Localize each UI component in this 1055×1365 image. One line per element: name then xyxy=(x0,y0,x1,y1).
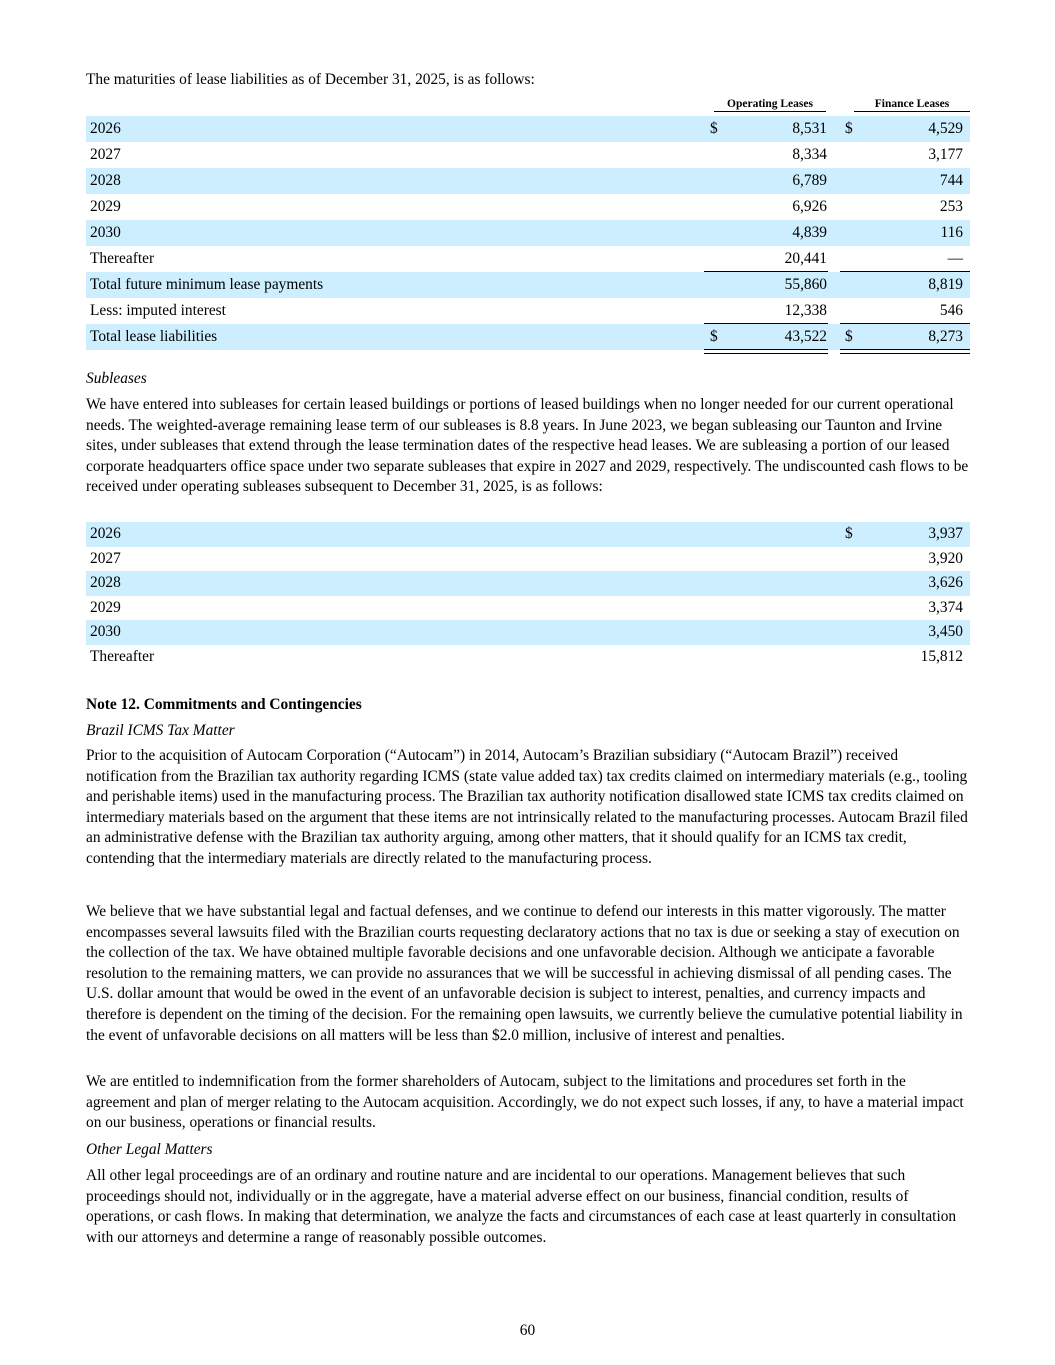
finance-value: 744 xyxy=(939,172,963,189)
table-row xyxy=(86,220,970,246)
table-row xyxy=(86,620,970,645)
brazil-paragraph-1: Prior to the acquisition of Autocam Corporation (“Autocam”) in 2014, Autocam’s Brazilian subsidiary (“Autocam Brazil”) received notification from the Brazilian tax authority regarding ICMS (state value added tax) tax credits claimed on intermediary materials (e.g., tooling and perishable items) used in the manufacturing process. The Brazilian tax authority notification disallowed state ICMS tax credits claimed on intermediary materials based on the argument that these items are not intrinsically related to the manufacturing processes. Autocam Brazil filed an administrative defense with the Brazilian tax authority arguing, among other matters, that it should qualify for an ICMS tax credit, contending that the intermediary materials are directly related to the manufacturing process. xyxy=(86,747,968,867)
row-label: 2028 xyxy=(90,574,121,592)
other-legal-heading: Other Legal Matters xyxy=(86,1141,213,1158)
col-header-finance-leases: Finance Leases xyxy=(854,98,970,112)
row-label: 2029 xyxy=(90,198,121,215)
lease-maturities-intro: The maturities of lease liabilities as of December 31, 2025, is as follows: xyxy=(86,71,535,88)
table-row xyxy=(86,168,970,194)
finance-value: 4,529 xyxy=(928,120,963,137)
table-row xyxy=(86,571,970,596)
other-legal-paragraph: All other legal proceedings are of an ordinary and routine nature and are incidental to our operations. Management believes that such proceedings should not, individually or in the aggregate, have a material adverse effect on our business, financial condition, results of operations, or cash flows. In making that determination, we analyze the facts and circumstances of each case at least quarterly in consultation with our attorneys and determine a range of reasonably possible outcomes. xyxy=(86,1167,957,1246)
operating-value: 55,860 xyxy=(784,276,827,293)
row-label: Less: imputed interest xyxy=(90,302,226,319)
finance-value: — xyxy=(947,250,963,267)
table-row xyxy=(86,116,970,142)
finance-value: 8,273 xyxy=(928,328,963,345)
brazil-heading: Brazil ICMS Tax Matter xyxy=(86,722,235,739)
currency-symbol: $ xyxy=(845,525,853,542)
row-label: Thereafter xyxy=(90,250,155,267)
finance-value: 546 xyxy=(939,302,963,319)
table-row xyxy=(86,298,970,324)
brazil-paragraph-2: We believe that we have substantial legal and factual defenses, and we continue to defend our interests in this matter vigorously. The matter encompasses several lawsuits filed with the Brazilian courts requesting declaratory actions that no tax is due or seeking a stay of execution on the collection of the tax. We have obtained multiple favorable decisions and one unfavorable decision. Although we anticipate a favorable resolution to the remaining matters, we can provide no assurances that we will be successful in achieving dismissal of all pending cases. The U.S. dollar amount that would be owed in the event of an unfavorable decision is subject to interest, penalties, and currency impacts and therefore is dependent on the timing of the decision. For the remaining open lawsuits, we currently believe the cumulative potential liability in the event of unfavorable decisions on all matters will be less than $2.0 million, inclusive of interest and penalties. xyxy=(86,903,963,1044)
table-row xyxy=(86,522,970,547)
subleases-table xyxy=(86,522,970,670)
operating-value: 4,839 xyxy=(792,224,827,241)
sublease-value: 3,450 xyxy=(928,623,963,641)
note12-title: Note 12. Commitments and Contingencies xyxy=(86,696,362,713)
total-double-rule xyxy=(840,349,970,354)
row-label: Total future minimum lease payments xyxy=(90,276,324,293)
row-label: 2029 xyxy=(90,598,121,616)
finance-value: 116 xyxy=(940,224,963,241)
table-row xyxy=(86,324,970,350)
row-label: Total lease liabilities xyxy=(90,328,218,345)
table-row xyxy=(86,645,970,670)
sublease-value: 15,812 xyxy=(920,647,963,665)
lease-maturities-table xyxy=(86,116,970,350)
table-row xyxy=(86,194,970,220)
table-row xyxy=(86,246,970,272)
col-header-operating-leases: Operating Leases xyxy=(714,98,826,112)
total-double-rule xyxy=(704,349,828,354)
subleases-paragraph: We have entered into subleases for certain leased buildings or portions of leased buildings when no longer needed for our current operational needs. The weighted-average remaining lease term of our subleases is 8.8 years. In June 2023, we began subleasing our Taunton and Irvine sites, under subleases that extend through the lease termination dates of the respective head leases. We are subleasing a portion of our leased corporate headquarters office space under two separate subleases that expire in 2027 and 2029, respectively. The undiscounted cash flows to be received under operating subleases subsequent to December 31, 2025, is as follows: xyxy=(86,396,969,496)
operating-value: 43,522 xyxy=(784,328,827,345)
currency-symbol: $ xyxy=(845,120,853,137)
row-label: 2027 xyxy=(90,549,121,567)
finance-value: 3,177 xyxy=(928,146,963,163)
currency-symbol: $ xyxy=(710,120,718,137)
row-label: 2026 xyxy=(90,525,121,542)
row-label: 2030 xyxy=(90,224,121,241)
currency-symbol: $ xyxy=(710,328,718,345)
row-label: Thereafter xyxy=(90,647,155,665)
currency-symbol: $ xyxy=(845,328,853,345)
operating-value: 6,926 xyxy=(792,198,827,215)
finance-value: 8,819 xyxy=(928,276,963,293)
lease-table-header xyxy=(704,98,970,114)
operating-value: 20,441 xyxy=(784,250,827,267)
brazil-paragraph-3: We are entitled to indemnification from the former shareholders of Autocam, subject to the limitations and procedures set forth in the agreement and plan of merger relating to the Autocam acquisition. Accordingly, we do not expect such losses, if any, to have a material impact on our business, operations or financial results. xyxy=(86,1073,964,1132)
sublease-value: 3,626 xyxy=(928,574,963,592)
table-row xyxy=(86,547,970,572)
sublease-value: 3,374 xyxy=(928,598,963,616)
sublease-value: 3,937 xyxy=(928,525,963,542)
operating-value: 6,789 xyxy=(792,172,827,189)
page-number: 60 xyxy=(519,1322,536,1339)
finance-value: 253 xyxy=(939,198,963,215)
row-label: 2028 xyxy=(90,172,121,189)
table-row xyxy=(86,142,970,168)
operating-value: 12,338 xyxy=(784,302,827,319)
subleases-heading: Subleases xyxy=(86,370,147,387)
operating-value: 8,334 xyxy=(792,146,827,163)
sublease-value: 3,920 xyxy=(928,549,963,567)
row-label: 2030 xyxy=(90,623,121,641)
row-label: 2026 xyxy=(90,120,121,137)
table-row xyxy=(86,272,970,298)
operating-value: 8,531 xyxy=(792,120,827,137)
table-row xyxy=(86,596,970,621)
row-label: 2027 xyxy=(90,146,121,163)
